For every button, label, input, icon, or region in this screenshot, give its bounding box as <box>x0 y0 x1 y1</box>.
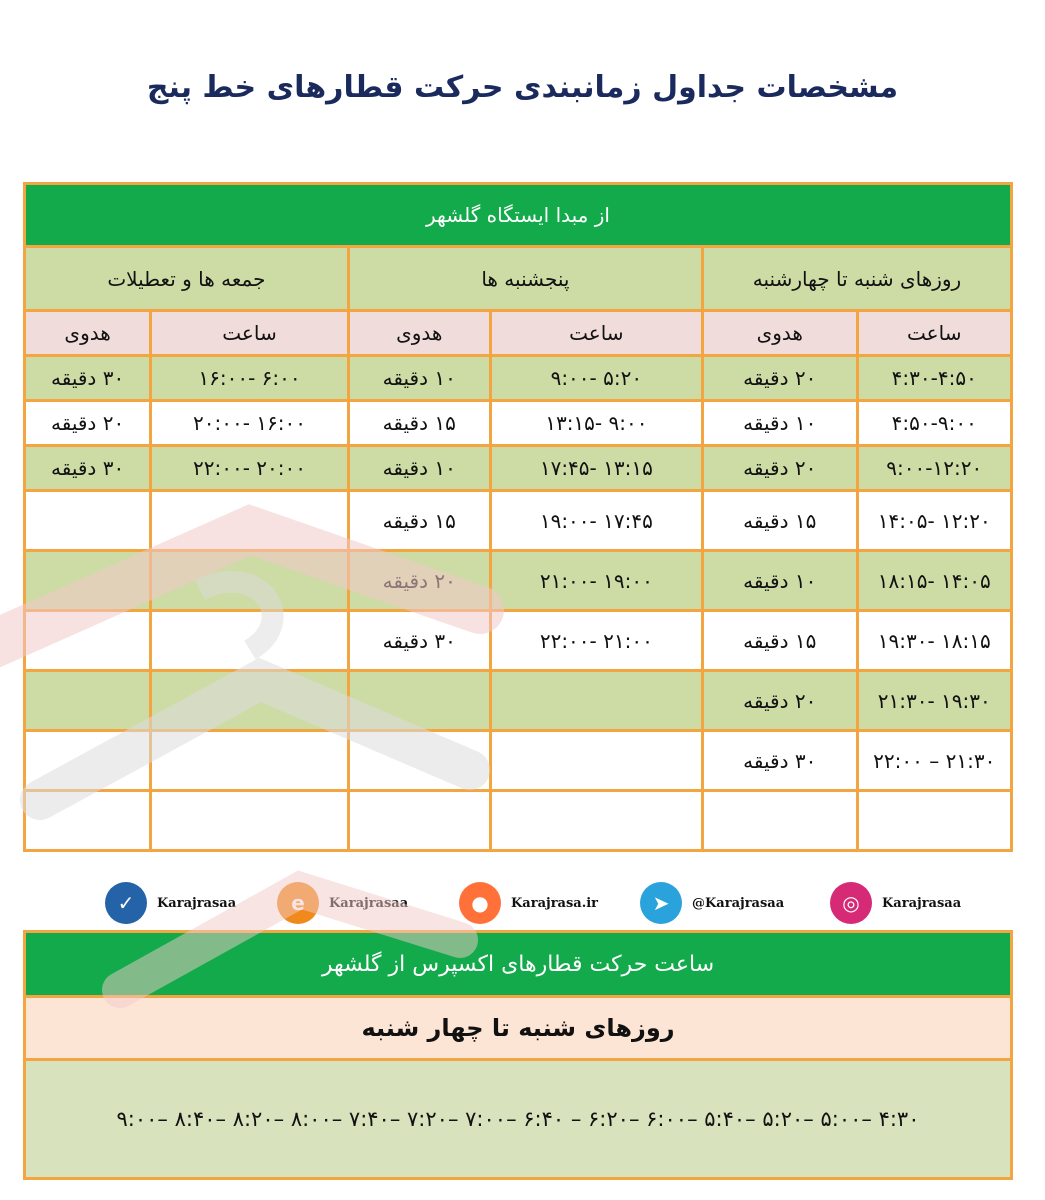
time-cell: ۲۰:۰۰ -۲۲:۰۰ <box>151 446 349 491</box>
time-cell: ۴:۳۰-۴:۵۰ <box>857 356 1012 401</box>
express-table <box>23 930 1013 1180</box>
day-group-weekdays: روزهای شنبه تا چهارشنبه <box>703 247 1012 311</box>
time-cell <box>151 491 349 551</box>
time-cell <box>490 791 702 851</box>
time-cell: ۵:۲۰ -۹:۰۰ <box>490 356 702 401</box>
time-column-header: ساعت <box>151 311 349 356</box>
time-cell: ۱۹:۰۰ -۲۱:۰۰ <box>490 551 702 611</box>
table-row <box>25 356 1012 401</box>
time-cell <box>151 611 349 671</box>
time-cell <box>151 791 349 851</box>
social-links-bar <box>23 876 1013 932</box>
headway-cell <box>348 731 490 791</box>
day-group-thursdays: پنجشنبه ها <box>348 247 702 311</box>
headway-cell: ۱۵ دقیقه <box>703 611 858 671</box>
eitaa-icon: e <box>277 882 319 924</box>
headway-column-header: هدوی <box>25 311 151 356</box>
headway-cell <box>25 611 151 671</box>
headway-cell: ۱۵ دقیقه <box>703 491 858 551</box>
headway-cell: ۲۰ دقیقه <box>703 356 858 401</box>
telegram-icon: ➤ <box>640 882 682 924</box>
headway-column-header: هدوی <box>703 311 858 356</box>
social-label: Karajrasaa <box>329 895 409 911</box>
express-header: ساعت حرکت قطارهای اکسپرس از گلشهر <box>25 932 1012 997</box>
soroush-icon: ✓ <box>105 882 147 924</box>
headway-cell: ۱۵ دقیقه <box>348 491 490 551</box>
firefox-icon: ● <box>459 882 501 924</box>
headway-cell: ۳۰ دقیقه <box>348 611 490 671</box>
table-row <box>25 446 1012 491</box>
time-cell: ۱۸:۱۵ -۱۹:۳۰ <box>857 611 1012 671</box>
time-cell: ۹:۰۰ -۱۳:۱۵ <box>490 401 702 446</box>
origin-header: از مبدا ایستگاه گلشهر <box>25 184 1012 247</box>
time-cell: ۱۴:۰۵ -۱۸:۱۵ <box>857 551 1012 611</box>
time-cell: ۱۶:۰۰ -۲۰:۰۰ <box>151 401 349 446</box>
table-row <box>25 671 1012 731</box>
day-group-fridays: جمعه ها و تعطیلات <box>25 247 349 311</box>
time-cell: ۴:۵۰-۹:۰۰ <box>857 401 1012 446</box>
instagram-icon: ◎ <box>830 882 872 924</box>
page-title: مشخصات جداول زمانبندی حرکت قطارهای خط پنج <box>146 70 899 105</box>
table-row <box>25 731 1012 791</box>
headway-column-header: هدوی <box>348 311 490 356</box>
time-cell <box>490 671 702 731</box>
time-cell: ۲۱:۰۰ -۲۲:۰۰ <box>490 611 702 671</box>
social-label: Karajrasaa <box>157 895 237 911</box>
headway-cell: ۱۰ دقیقه <box>703 401 858 446</box>
headway-cell: ۱۰ دقیقه <box>348 356 490 401</box>
time-cell: ۲۱:۳۰ – ۲۲:۰۰ <box>857 731 1012 791</box>
headway-cell: ۳۰ دقیقه <box>703 731 858 791</box>
headway-cell <box>25 731 151 791</box>
time-cell: ۱۹:۳۰ -۲۱:۳۰ <box>857 671 1012 731</box>
time-cell: ۱۷:۴۵ -۱۹:۰۰ <box>490 491 702 551</box>
headway-cell: ۳۰ دقیقه <box>25 356 151 401</box>
headway-cell <box>25 551 151 611</box>
social-website[interactable] <box>459 882 598 924</box>
headway-cell: ۲۰ دقیقه <box>348 551 490 611</box>
social-telegram[interactable] <box>640 882 784 924</box>
headway-cell: ۱۰ دقیقه <box>703 551 858 611</box>
table-row <box>25 791 1012 851</box>
headway-cell: ۱۰ دقیقه <box>348 446 490 491</box>
express-days: روزهای شنبه تا چهار شنبه <box>25 997 1012 1060</box>
time-cell <box>490 731 702 791</box>
time-cell: ۱۳:۱۵ -۱۷:۴۵ <box>490 446 702 491</box>
time-cell: ۱۲:۲۰ -۱۴:۰۵ <box>857 491 1012 551</box>
time-column-header: ساعت <box>857 311 1012 356</box>
headway-cell <box>703 791 858 851</box>
social-eitaa[interactable] <box>277 882 408 924</box>
time-cell <box>151 671 349 731</box>
headway-cell <box>348 791 490 851</box>
time-column-header: ساعت <box>490 311 702 356</box>
time-cell <box>151 731 349 791</box>
headway-cell: ۲۰ دقیقه <box>25 401 151 446</box>
headway-cell: ۲۰ دقیقه <box>703 446 858 491</box>
headway-cell: ۲۰ دقیقه <box>703 671 858 731</box>
time-cell: ۹:۰۰-۱۲:۲۰ <box>857 446 1012 491</box>
time-cell: ۶:۰۰ -۱۶:۰۰ <box>151 356 349 401</box>
schedule-table <box>23 182 1013 852</box>
headway-cell <box>348 671 490 731</box>
social-label: Karajrasaa <box>882 895 962 911</box>
social-soroush[interactable] <box>105 882 236 924</box>
table-row <box>25 551 1012 611</box>
time-cell <box>857 791 1012 851</box>
headway-cell: ۳۰ دقیقه <box>25 446 151 491</box>
table-row <box>25 491 1012 551</box>
social-label: @Karajrasaa <box>692 895 785 911</box>
headway-cell: ۱۵ دقیقه <box>348 401 490 446</box>
headway-cell <box>25 791 151 851</box>
headway-cell <box>25 491 151 551</box>
social-instagram[interactable] <box>830 882 961 924</box>
express-times: ۴:۳۰ –۵:۰۰ –۵:۲۰ –۵:۴۰ –۶:۰۰ –۶:۲۰ – ۶:۴۰ –۷:۰۰ –۷:۲۰ –۷:۴۰ –۸:۰۰ –۸:۲۰ –۸:۴۰ –۹:۰۰ <box>25 1060 1012 1179</box>
time-cell <box>151 551 349 611</box>
headway-cell <box>25 671 151 731</box>
social-label: Karajrasa.ir <box>511 895 599 911</box>
table-row <box>25 401 1012 446</box>
table-row <box>25 611 1012 671</box>
